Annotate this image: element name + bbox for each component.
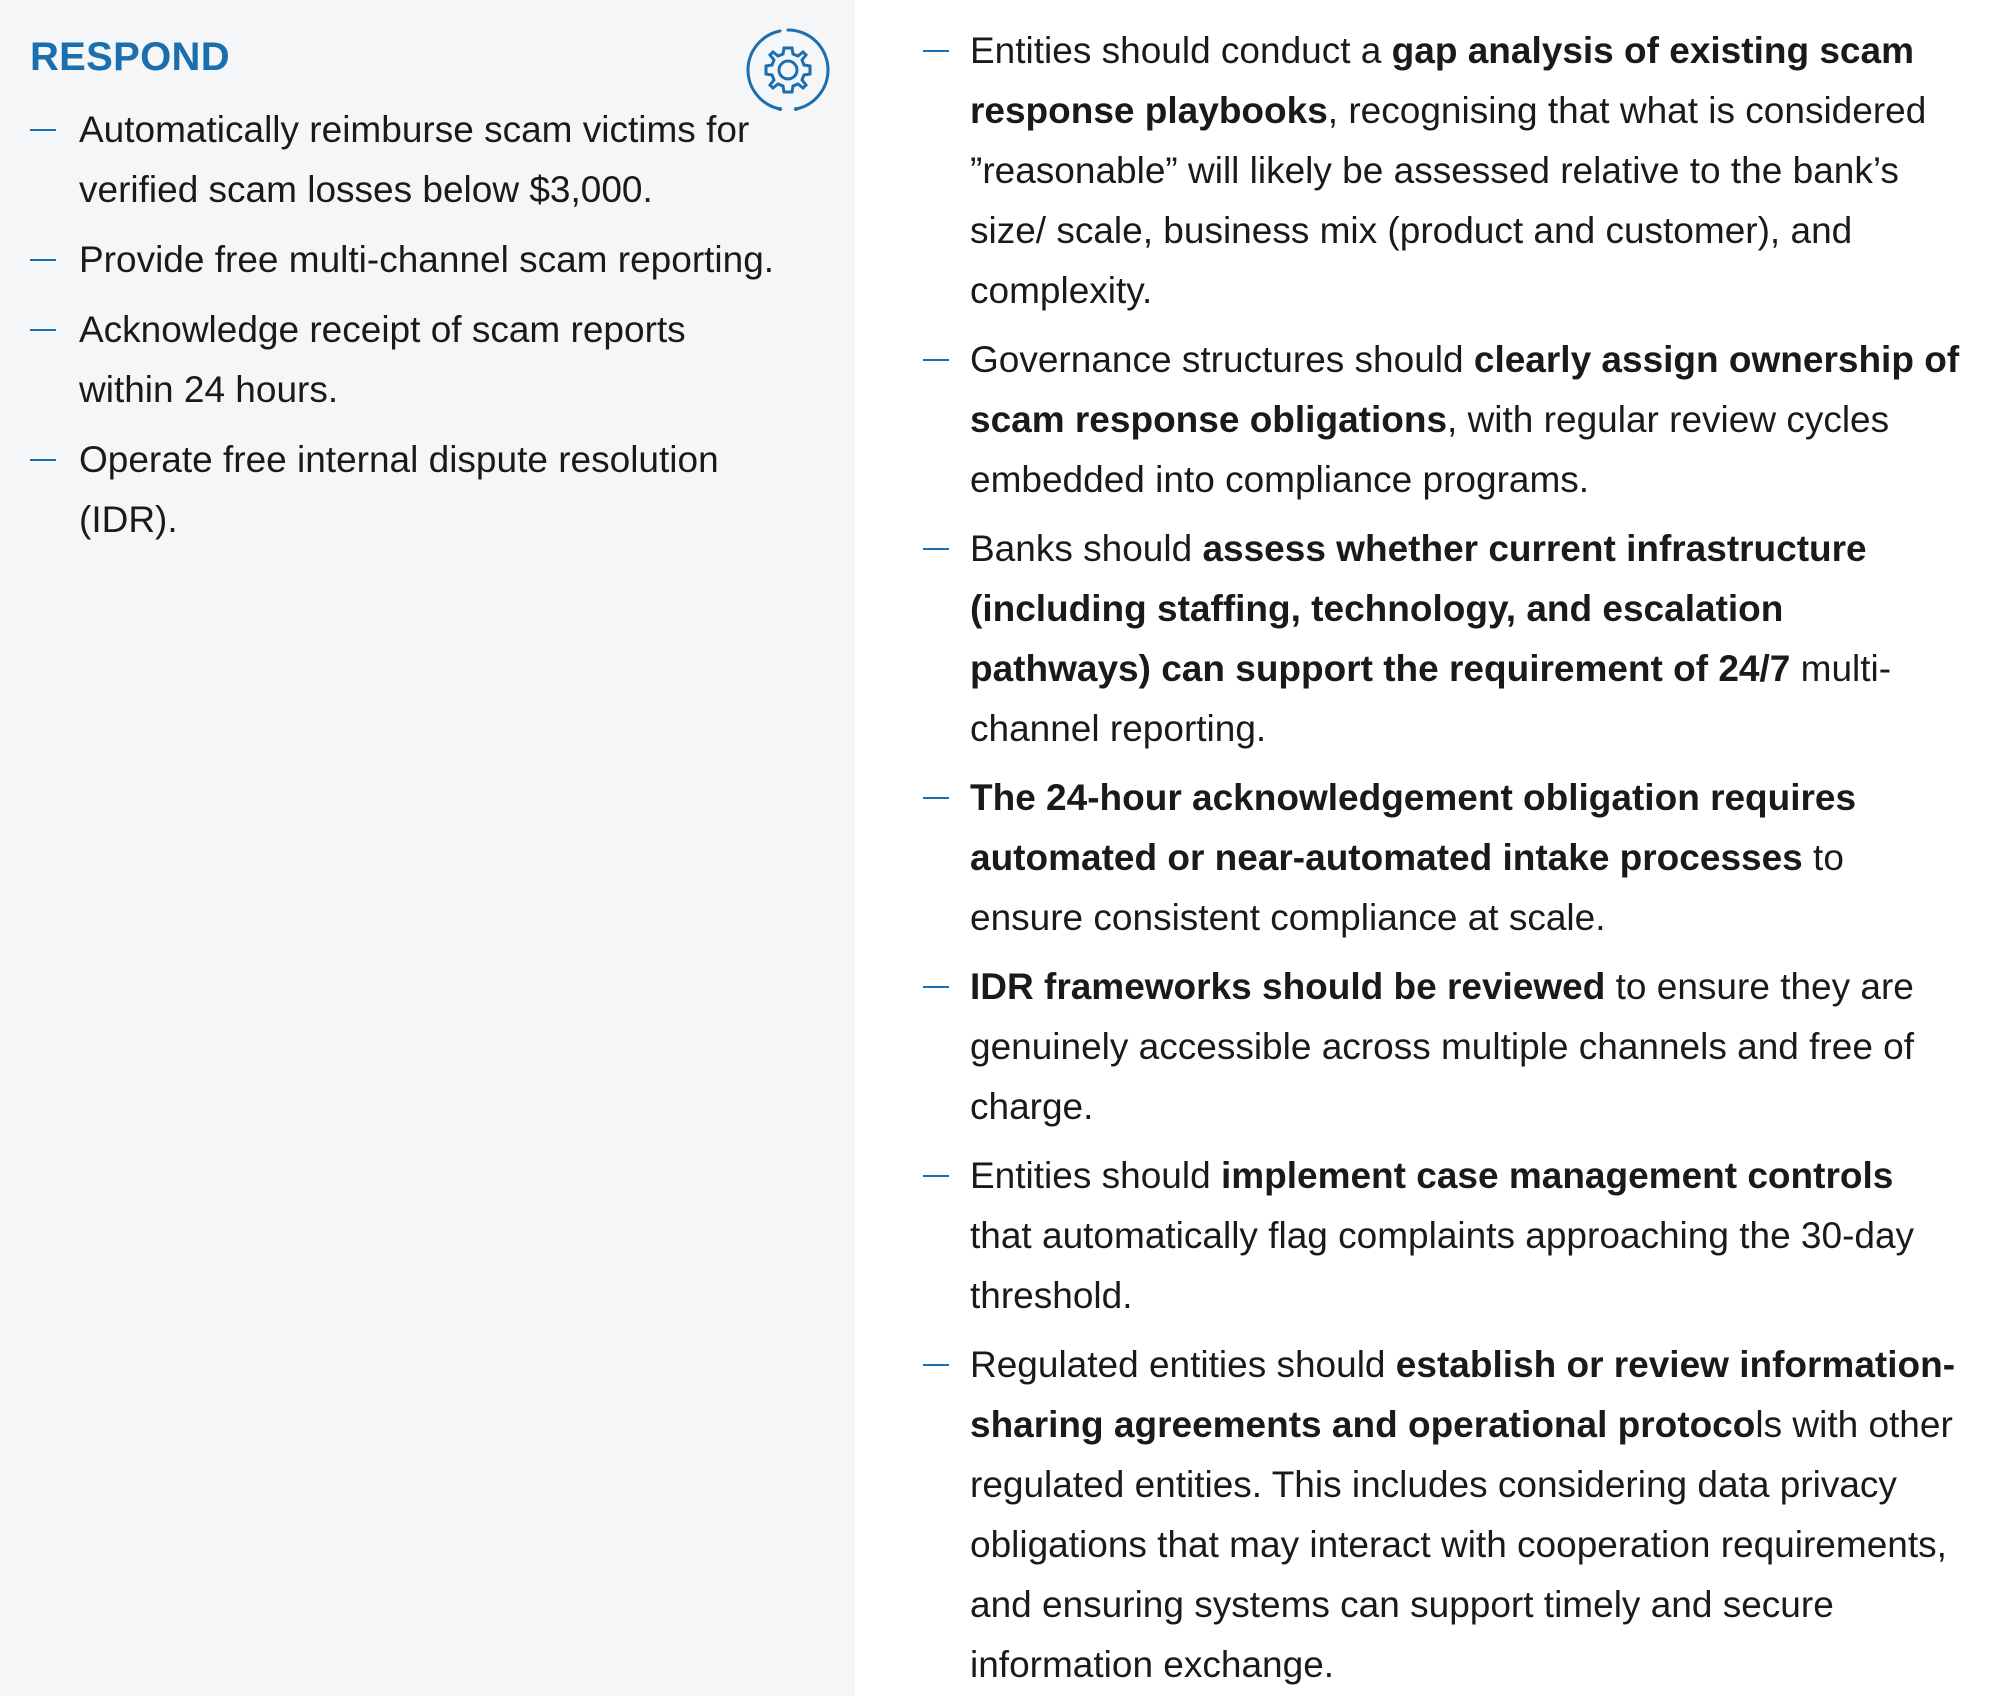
body-text: to ensure consistent compliance at scale. [970,837,1844,938]
right-bullet-list [890,21,2000,1695]
dash-bullet-icon [30,129,56,131]
list-item [890,957,1960,1137]
body-text: , with regular review cycles embedded into compliance programs. [970,399,1890,500]
gear-icon [746,28,830,112]
body-text: to ensure they are genuinely accessible across multiple channels and free of charge. [970,966,1915,1127]
body-text: , recognising that what is considered ”reasonable” will likely be assessed relative to the bank’s size/ scale, business mix (product and customer), and complexity. [970,90,1927,311]
right-panel [855,0,2000,1696]
list-item-text: Automatically reimburse scam victims for verified scam losses below $3,000. [79,109,750,210]
body-text: that automatically flag complaints approaching the 30-day threshold. [970,1215,1915,1316]
list-item [30,230,790,290]
list-item-text: Provide free multi-channel scam reporting. [79,239,775,280]
dash-bullet-icon [923,359,949,361]
dash-bullet-icon [923,1364,949,1366]
dash-bullet-icon [923,50,949,52]
list-item [890,21,1960,321]
dash-bullet-icon [923,548,949,550]
bold-text: assess whether current infrastructure (including staffing, technology, and escalation pathways) can support the requirement of 24/7 [970,528,1867,689]
list-item [30,300,790,420]
list-item [890,1335,1960,1695]
list-item [890,519,1960,759]
bold-text: clearly assign ownership of scam response obligations [970,339,1960,440]
dash-bullet-icon [30,329,56,331]
left-bullet-list [30,100,790,550]
list-item-text: Operate free internal dispute resolution (IDR). [79,439,719,540]
body-text: Entities should [970,1155,1221,1196]
body-text: ls with other regulated entities. This includes considering data privacy obligations that may interact with cooperation requirements, and ensuring systems can support timely and secure information exchange. [970,1404,1953,1685]
bold-text: implement case management controls [1220,1155,1894,1196]
list-item-text: Acknowledge receipt of scam reports within 24 hours. [79,309,686,410]
dash-bullet-icon [923,986,949,988]
list-item [890,330,1960,510]
list-item [890,768,1960,948]
bold-text: The 24-hour acknowledgement obligation requires automated or near-automated intake processes [970,777,1857,878]
dash-bullet-icon [923,797,949,799]
body-text: Entities should conduct a [970,30,1392,71]
list-item [30,100,790,220]
body-text: Regulated entities should [970,1344,1396,1385]
body-text: Governance structures should [970,339,1474,380]
section-title: RESPOND [30,35,230,79]
list-item [30,430,790,550]
list-item [890,1146,1960,1326]
dash-bullet-icon [923,1175,949,1177]
dash-bullet-icon [30,259,56,261]
left-panel [0,0,855,1696]
body-text: Banks should [970,528,1203,569]
bold-text: establish or review information-sharing agreements and operational protoco [970,1344,1956,1445]
body-text: multi-channel reporting. [970,648,1892,749]
bold-text: IDR frameworks should be reviewed [970,966,1606,1007]
dash-bullet-icon [30,459,56,461]
bold-text: gap analysis of existing scam response playbooks [970,30,1914,131]
